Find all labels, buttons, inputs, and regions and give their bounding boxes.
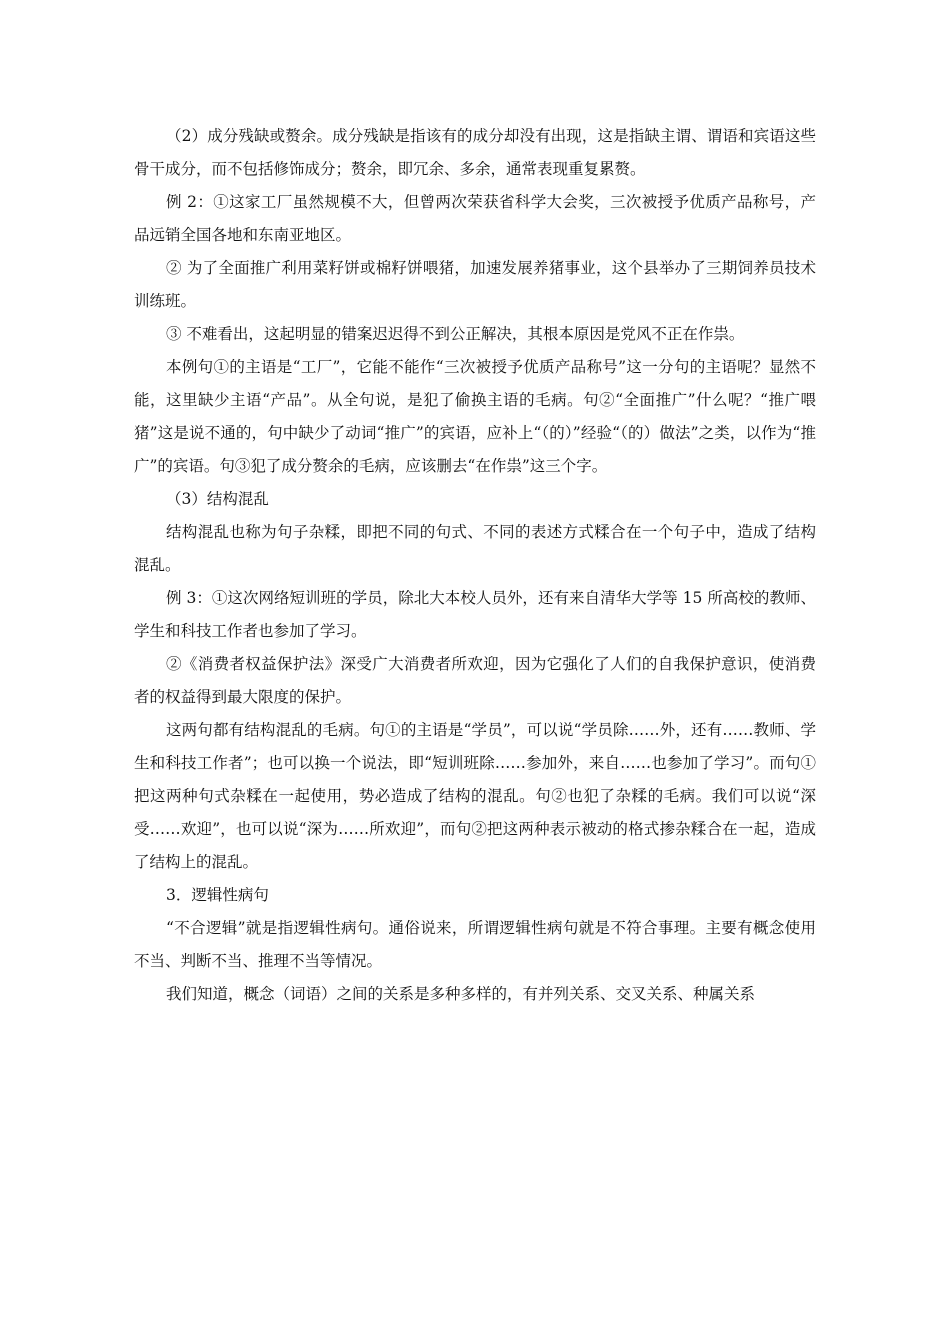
paragraph-example-2-sentence-3: ③ 不难看出，这起明显的错案迟迟得不到公正解决，其根本原因是党风不正在作祟。	[166, 325, 745, 343]
paragraph-example-2-sentence-2: ② 为了全面推广利用菜籽饼或棉籽饼喂猪，加速发展养猪事业，这个县举办了三期饲养员技术训练班。	[134, 259, 816, 310]
paragraph-logic-errors-definition: “不合逻辑”就是指逻辑性病句。通俗说来，所谓逻辑性病句就是不符合事理。主要有概念使用不当、判断不当、推理不当等情况。	[134, 919, 816, 970]
paragraph-missing-or-redundant: （2）成分残缺或赘余。成分残缺是指该有的成分却没有出现，这是指缺主谓、谓语和宾语这些骨干成分，而不包括修饰成分；赘余，即冗余、多余，通常表现重复累赘。	[134, 127, 816, 178]
paragraph-structure-confusion-definition: 结构混乱也称为句子杂糅，即把不同的句式、不同的表述方式糅合在一个句子中，造成了结构混乱。	[134, 523, 816, 574]
paragraph-example-3-sentence-1: 例 3：①这次网络短训班的学员，除北大本校人员外，还有来自清华大学等 15 所高校的教师、学生和科技工作者也参加了学习。	[134, 589, 816, 640]
heading-logic-errors: 3．逻辑性病句	[166, 886, 269, 904]
document-body	[134, 120, 816, 1011]
paragraph-example-3-sentence-2: ②《消费者权益保护法》深受广大消费者所欢迎，因为它强化了人们的自我保护意识，使消费者的权益得到最大限度的保护。	[134, 655, 816, 706]
paragraph-example-3-analysis: 这两句都有结构混乱的毛病。句①的主语是“学员”，可以说“学员除……外，还有……教师、学生和科技工作者”；也可以换一个说法，即“短训班除……参加外，来自……也参加了学习”。而句①把这两种句式杂糅在一起使用，势必造成了结构的混乱。句②也犯了杂糅的毛病。我们可以说“深受……欢迎”，也可以说“深为……所欢迎”，而句②把这两种表示被动的格式掺杂糅合在一起，造成了结构上的混乱。	[134, 721, 816, 871]
paragraph-concept-relations: 我们知道，概念（词语）之间的关系是多种多样的，有并列关系、交叉关系、种属关系	[166, 985, 756, 1003]
heading-structure-confusion: （3）结构混乱	[166, 490, 269, 508]
paragraph-example-2-analysis: 本例句①的主语是“工厂”，它能不能作“三次被授予优质产品称号”这一分句的主语呢？显然不能，这里缺少主语“产品”。从全句说，是犯了偷换主语的毛病。句②“全面推广”什么呢？“推广喂猪”这是说不通的，句中缺少了动词“推广”的宾语，应补上“（的）”经验“（的）做法”之类，以作为“推广”的宾语。句③犯了成分赘余的毛病，应该删去“在作祟”这三个字。	[134, 358, 816, 475]
paragraph-example-2-sentence-1: 例 2：①这家工厂虽然规模不大，但曾两次荣获省科学大会奖，三次被授予优质产品称号，产品远销全国各地和东南亚地区。	[134, 193, 816, 244]
